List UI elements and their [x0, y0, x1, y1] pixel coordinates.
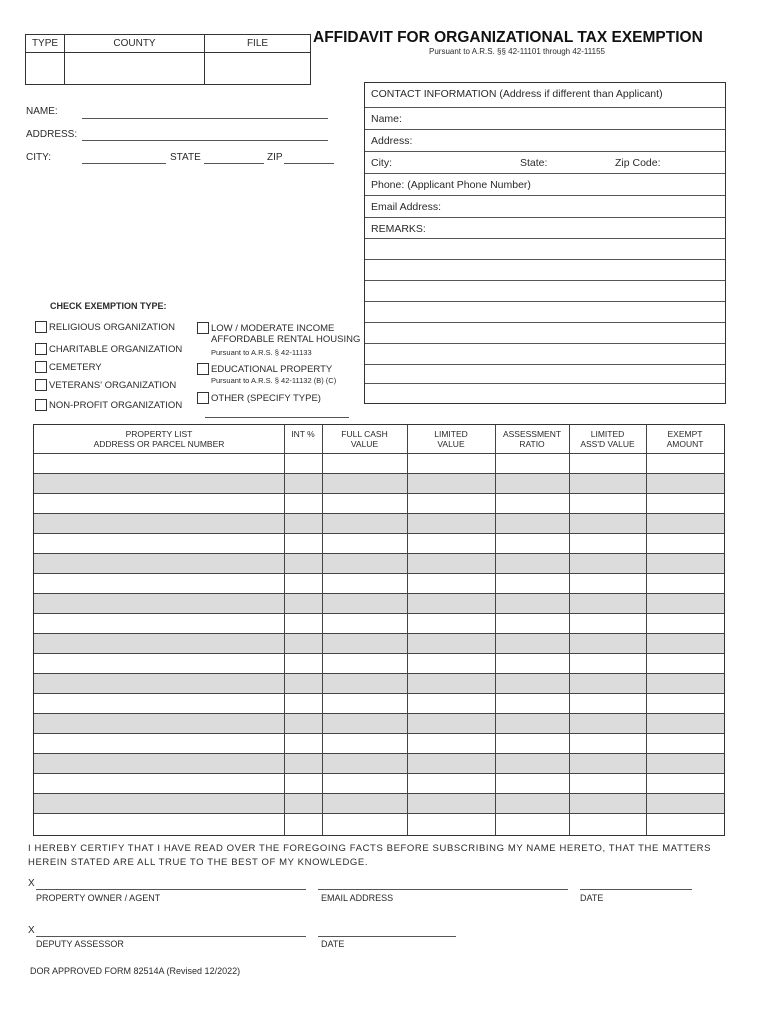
name-field[interactable] [82, 118, 328, 119]
assessor-label: DEPUTY ASSESSOR [36, 939, 124, 949]
table-row[interactable] [34, 793, 724, 814]
table-row[interactable] [34, 733, 724, 754]
col-header-ar-line2: RATIO [519, 439, 545, 449]
religious-label: RELIGIOUS ORGANIZATION [49, 321, 175, 333]
table-row[interactable] [34, 613, 724, 634]
col-header-limited-assd-value [569, 429, 646, 449]
contact-phone-label: Phone: (Applicant Phone Number) [371, 179, 531, 191]
col-header-exempt-amount [646, 429, 724, 449]
owner-signature-field[interactable] [36, 889, 306, 890]
remarks-line[interactable] [365, 281, 725, 302]
educational-checkbox[interactable] [197, 363, 209, 375]
table-row[interactable] [34, 553, 724, 574]
email-label: EMAIL ADDRESS [321, 893, 394, 903]
footer-form-number: DOR APPROVED FORM 82514A (Revised 12/2022) [30, 966, 241, 976]
contact-name-label: Name: [371, 113, 402, 125]
col-header-int: INT % [291, 429, 315, 439]
county-label: COUNTY [65, 35, 204, 53]
date-label: DATE [580, 893, 604, 903]
zip-field[interactable] [284, 163, 334, 164]
housing-option[interactable] [197, 322, 334, 334]
educational-label: EDUCATIONAL PROPERTY [211, 363, 333, 375]
table-row[interactable] [34, 473, 724, 494]
certification-text: I HEREBY CERTIFY THAT I HAVE READ OVER THE FOREGOING FACTS BEFORE SUBSCRIBING MY NAME HERETO, THAT THE MATTERS HEREIN STATED ARE ALL TRUE TO THE BEST OF MY KNOWLEDGE. [28, 843, 712, 868]
assessor-x-mark: X [28, 925, 35, 936]
col-header-property [34, 429, 284, 449]
remarks-line[interactable] [365, 260, 725, 281]
cemetery-checkbox[interactable] [35, 361, 47, 373]
veterans-label: VETERANS' ORGANIZATION [49, 379, 177, 391]
nonprofit-option[interactable] [35, 399, 182, 411]
contact-zip-label: Zip Code: [615, 157, 661, 169]
remarks-label: REMARKS: [371, 223, 426, 235]
housing-ref: Pursuant to A.R.S. § 42-11133 [211, 348, 312, 357]
address-label: ADDRESS: [26, 129, 78, 140]
remarks-line[interactable] [365, 302, 725, 323]
form-subtitle: Pursuant to A.R.S. §§ 42-11101 through 42-11155 [429, 47, 605, 56]
date2-field[interactable] [318, 936, 456, 937]
contact-state-label: State: [520, 157, 548, 169]
city-label: CITY: [26, 152, 52, 163]
file-label: FILE [205, 35, 310, 53]
contact-heading: CONTACT INFORMATION (Address if different than Applicant) [371, 88, 663, 100]
owner-x-mark: X [28, 878, 35, 889]
nonprofit-checkbox[interactable] [35, 399, 47, 411]
cemetery-option[interactable] [35, 361, 102, 373]
col-header-lv-line1: LIMITED [434, 429, 468, 439]
charitable-option[interactable] [35, 343, 182, 355]
contact-address-label: Address: [371, 135, 413, 147]
state-label: STATE [170, 152, 201, 163]
col-header-property-line2: ADDRESS OR PARCEL NUMBER [93, 439, 225, 449]
col-header-lav-line2: ASS'D VALUE [580, 439, 635, 449]
email-field[interactable] [318, 889, 568, 890]
remarks-line[interactable] [365, 323, 725, 344]
col-header-fcv-line1: FULL CASH [341, 429, 388, 439]
nonprofit-label: NON-PROFIT ORGANIZATION [49, 399, 183, 411]
col-header-full-cash-value [322, 429, 407, 449]
contact-phone-field[interactable] [365, 174, 725, 196]
exemption-heading: CHECK EXEMPTION TYPE: [50, 301, 167, 311]
col-header-fcv-line2: VALUE [350, 439, 379, 449]
table-row[interactable] [34, 653, 724, 674]
contact-address-field[interactable] [365, 130, 725, 152]
veterans-option[interactable] [35, 379, 176, 391]
owner-label: PROPERTY OWNER / AGENT [36, 893, 161, 903]
type-field[interactable] [26, 53, 64, 84]
contact-email-field[interactable] [365, 196, 725, 218]
col-header-lv-line2: VALUE [437, 439, 465, 449]
col-header-property-line1: PROPERTY LIST [125, 429, 193, 439]
form-title: AFFIDAVIT FOR ORGANIZATIONAL TAX EXEMPTION [313, 29, 703, 46]
zip-label: ZIP [267, 152, 283, 163]
other-specify-field[interactable] [205, 417, 349, 418]
table-row[interactable] [34, 753, 724, 774]
remarks-line[interactable] [365, 239, 725, 260]
address-field[interactable] [82, 140, 328, 141]
religious-checkbox[interactable] [35, 321, 47, 333]
type-county-file-box [25, 34, 311, 85]
county-field[interactable] [65, 53, 204, 84]
date2-label: DATE [321, 939, 345, 949]
table-row[interactable] [34, 633, 724, 654]
religious-option[interactable] [35, 321, 175, 333]
file-field[interactable] [205, 53, 310, 84]
educational-ref: Pursuant to A.R.S. § 42-11132 (B) (C) [211, 376, 337, 385]
table-row[interactable] [34, 813, 724, 833]
table-row[interactable] [34, 493, 724, 514]
col-header-ea-line2: AMOUNT [666, 439, 704, 449]
other-checkbox[interactable] [197, 392, 209, 404]
city-field[interactable] [82, 163, 166, 164]
contact-city-field[interactable] [365, 152, 725, 174]
property-table [33, 424, 725, 836]
col-header-ea-line1: EXEMPT [667, 429, 703, 439]
veterans-checkbox[interactable] [35, 379, 47, 391]
cemetery-label: CEMETERY [49, 361, 102, 373]
table-row[interactable] [34, 773, 724, 794]
col-header-ar-line1: ASSESSMENT [502, 429, 562, 439]
remarks-line[interactable] [365, 344, 725, 365]
charitable-label: CHARITABLE ORGANIZATION [49, 343, 183, 355]
col-header-lav-line1: LIMITED [590, 429, 625, 439]
contact-email-label: Email Address: [371, 201, 442, 213]
table-row[interactable] [34, 593, 724, 614]
charitable-checkbox[interactable] [35, 343, 47, 355]
assessor-signature-field[interactable] [36, 936, 306, 937]
contact-name-field[interactable] [365, 108, 725, 130]
table-row[interactable] [34, 573, 724, 594]
contact-city-label: City: [371, 157, 392, 169]
remarks-line[interactable] [365, 365, 725, 384]
table-row[interactable] [34, 453, 724, 474]
contact-info-box [364, 82, 726, 404]
type-label: TYPE [26, 35, 64, 53]
housing-label-2: AFFORDABLE RENTAL HOUSING [211, 334, 361, 345]
other-label: OTHER (SPECIFY TYPE) [211, 392, 321, 404]
date-field[interactable] [580, 889, 692, 890]
educational-option[interactable] [197, 363, 332, 375]
table-row[interactable] [34, 513, 724, 534]
col-header-assessment-ratio [495, 429, 569, 449]
housing-checkbox[interactable] [197, 322, 209, 334]
housing-label-1: LOW / MODERATE INCOME [211, 322, 335, 334]
state-field[interactable] [204, 163, 264, 164]
col-header-limited-value [407, 429, 495, 449]
table-row[interactable] [34, 693, 724, 714]
name-label: NAME: [26, 106, 58, 117]
other-option[interactable] [197, 392, 321, 404]
remarks-row[interactable] [365, 218, 725, 239]
table-row[interactable] [34, 533, 724, 554]
table-row[interactable] [34, 713, 724, 734]
table-row[interactable] [34, 673, 724, 694]
